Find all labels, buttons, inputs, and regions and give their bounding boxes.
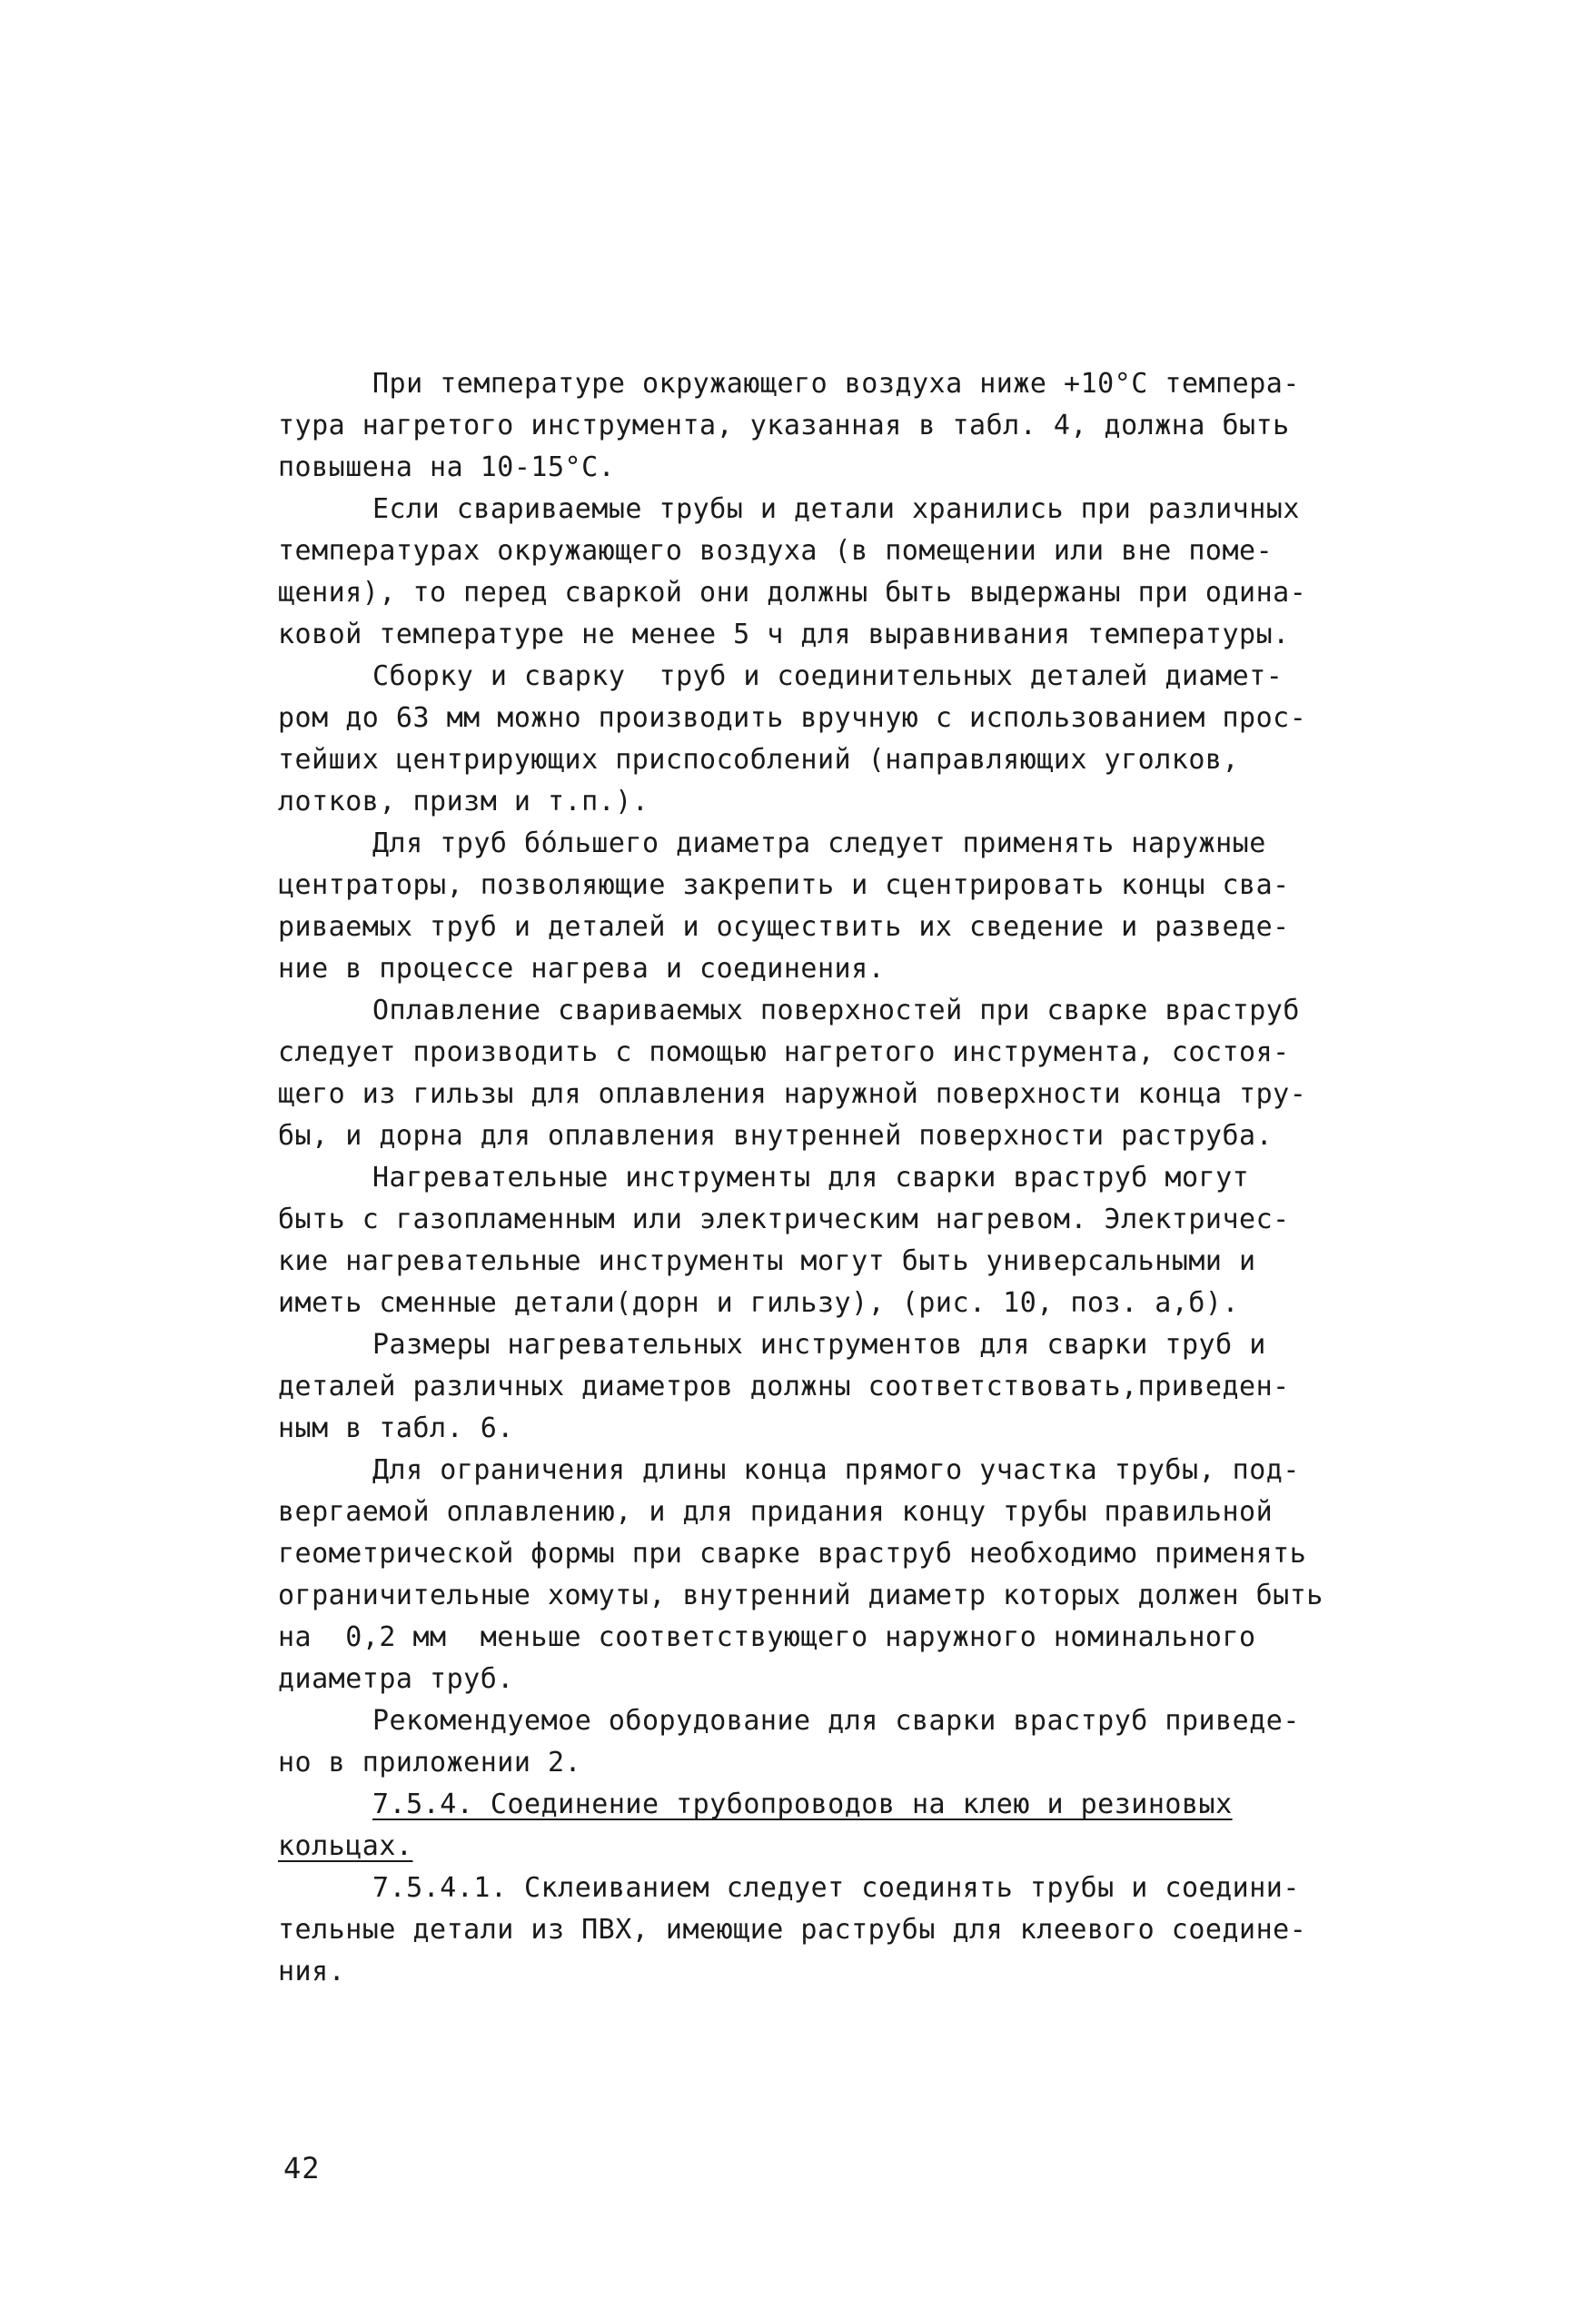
text-line: Оплавление свариваемых поверхностей при сварке враструб — [372, 995, 1300, 1026]
text-line: Размеры нагревательных инструментов для сварки труб и — [372, 1329, 1266, 1361]
text-line: тельные детали из ПВХ, имеющие раструбы для клеевого соедине- — [278, 1914, 1307, 1946]
text-line: но в приложении 2. — [278, 1747, 582, 1779]
text-line: кие нагревательные инструменты могут быть универсальными и — [278, 1245, 1256, 1277]
page-number: 42 — [283, 2151, 321, 2185]
section-heading: 7.5.4. Соединение трубопроводов на клею и резиновых — [372, 1789, 1233, 1820]
text-line: быть с газопламенным или электрическим нагревом. Электричес- — [278, 1204, 1290, 1235]
text-line: Нагревательные инструменты для сварки враструб могут — [372, 1162, 1250, 1194]
text-line: ром до 63 мм можно производить вручную с использованием прос- — [278, 702, 1307, 734]
text-line: иметь сменные детали(дорн и гильзу), (рис. 10, поз. а,б). — [278, 1287, 1240, 1319]
text-line: повышена на 10-15°C. — [278, 451, 616, 483]
text-line: щения), то перед сваркой они должны быть выдержаны при одина- — [278, 577, 1307, 609]
text-line: Для труб бо́льшего диаметра следует применять наружные — [372, 827, 1266, 859]
text-line: Для ограничения длины конца прямого участка трубы, под- — [372, 1454, 1300, 1486]
text-line: Рекомендуемое оборудование для сварки враструб приведе- — [372, 1705, 1300, 1737]
text-line: Сборку и сварку труб и соединительных деталей диамет- — [372, 660, 1284, 692]
text-line: вергаемой оплавлению, и для придания концу трубы правильной — [278, 1496, 1274, 1528]
text-line: ограничительные хомуты, внутренний диаметр которых должен быть — [278, 1580, 1323, 1611]
text-line: ние в процессе нагрева и соединения. — [278, 953, 886, 985]
text-line: Если свариваемые трубы и детали хранились при различных — [372, 493, 1300, 525]
text-line: бы, и дорна для оплавления внутренней поверхности раструба. — [278, 1120, 1274, 1152]
text-line: на 0,2 мм меньше соответствующего наружного номинального — [278, 1621, 1256, 1653]
text-line: риваемых труб и деталей и осуществить их сведение и разведе- — [278, 911, 1290, 943]
text-line: лотков, призм и т.п.). — [278, 786, 649, 818]
body-text — [278, 363, 1404, 1993]
text-line: центраторы, позволяющие закрепить и сцентрировать концы сва- — [278, 869, 1290, 901]
text-line: ния. — [278, 1956, 346, 1987]
text-line: 7.5.4.1. Склеиванием следует соединять трубы и соедини- — [372, 1872, 1300, 1904]
text-line: щего из гильзы для оплавления наружной поверхности конца тру- — [278, 1078, 1307, 1110]
section-heading: кольцах. — [278, 1830, 413, 1862]
text-line: тейших центрирующих приспособлений (направляющих уголков, — [278, 744, 1240, 776]
text-line: деталей различных диаметров должны соответствовать,приведен- — [278, 1371, 1290, 1402]
text-line: геометрической формы при сварке враструб необходимо применять — [278, 1538, 1307, 1570]
text-line: При температуре окружающего воздуха ниже +10°C темпера- — [372, 368, 1300, 400]
text-line: температурах окружающего воздуха (в помещении или вне поме- — [278, 535, 1274, 567]
text-line: ковой температуре не менее 5 ч для выравнивания температуры. — [278, 619, 1290, 650]
text-line: диаметра труб. — [278, 1663, 514, 1695]
text-line: тура нагретого инструмента, указанная в табл. 4, должна быть — [278, 410, 1290, 441]
text-line: следует производить с помощью нагретого инструмента, состоя- — [278, 1036, 1290, 1068]
text-line: ным в табл. 6. — [278, 1412, 514, 1444]
